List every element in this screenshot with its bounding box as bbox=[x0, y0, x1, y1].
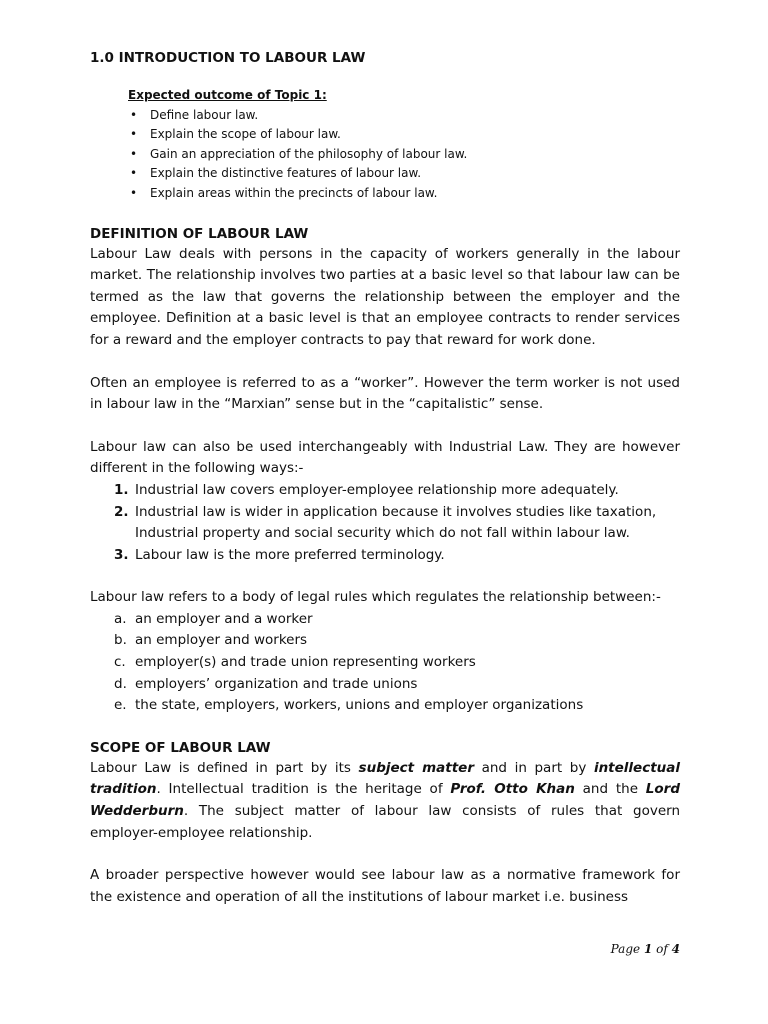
paragraph: Labour Law deals with persons in the capacity of workers generally in the labour market. The relationship involves two parties at a basic level so that labour law can be termed as the law that governs the relationship between the employer and the employee. Definition at a basic level is that an employee contracts to render services for a reward and the employer contracts to pay that reward for work done. bbox=[90, 245, 680, 348]
list-item bbox=[90, 674, 680, 696]
document-page bbox=[90, 48, 680, 908]
list-item-text: Labour law is the more preferred terminology. bbox=[135, 546, 445, 563]
section-heading-scope: SCOPE OF LABOUR LAW bbox=[90, 739, 271, 756]
expected-outcome-block bbox=[128, 86, 680, 204]
text-run: . Intellectual tradition is the heritage of bbox=[156, 781, 451, 798]
paragraph: Often an employee is referred to as a “worker”. However the term worker is not used in labour law in the “Marxian” sense but in the “capitalistic” sense. bbox=[90, 374, 680, 413]
outcome-list bbox=[128, 106, 680, 204]
text-run: . The subject matter of labour law consists of rules that govern employer-employee relationship. bbox=[90, 803, 680, 841]
footer-of-word: of bbox=[656, 942, 668, 956]
list-marker: d. bbox=[114, 675, 127, 692]
paragraph: A broader perspective however would see labour law as a normative framework for the existence and operation of all the institutions of labour market i.e. business bbox=[90, 867, 680, 905]
outcome-item: • Define labour law. bbox=[128, 106, 680, 126]
text-run: and the bbox=[574, 781, 646, 798]
list-item bbox=[90, 630, 680, 652]
list-marker: a. bbox=[114, 610, 127, 627]
page-title: 1.0 INTRODUCTION TO LABOUR LAW bbox=[90, 50, 366, 66]
list-item bbox=[90, 695, 680, 717]
list-item bbox=[90, 652, 680, 674]
paragraph bbox=[90, 758, 680, 844]
list-item-text: employer(s) and trade union representing workers bbox=[135, 654, 476, 671]
text-run: Labour Law is defined in part by its bbox=[90, 759, 359, 776]
list-item-text: employers’ organization and trade unions bbox=[135, 675, 418, 692]
list-item bbox=[90, 545, 680, 567]
section-heading-definition: DEFINITION OF LABOUR LAW bbox=[90, 225, 309, 242]
list-marker: c. bbox=[114, 654, 126, 671]
paragraph: Labour law refers to a body of legal rules which regulates the relationship between:- bbox=[90, 589, 661, 606]
list-item-text: the state, employers, workers, unions and employer organizations bbox=[135, 697, 584, 714]
footer-page-total: 4 bbox=[671, 942, 680, 956]
footer-page-num: 1 bbox=[643, 942, 653, 956]
emphasis-lord-wedderburn: Lord Wedderburn bbox=[90, 781, 680, 820]
emphasis-subject-matter: subject matter bbox=[358, 759, 474, 776]
page-number-footer bbox=[600, 942, 680, 956]
outcome-title: Expected outcome of Topic 1: bbox=[128, 88, 327, 102]
outcome-item: • Explain areas within the precincts of labour law. bbox=[128, 184, 680, 204]
footer-page-word: Page bbox=[610, 942, 641, 956]
paragraph: Labour law can also be used interchangeably with Industrial Law. They are however different in the following ways:- bbox=[90, 438, 680, 477]
list-marker: e. bbox=[114, 697, 127, 714]
list-marker: 3. bbox=[114, 546, 129, 563]
lettered-list bbox=[90, 609, 680, 717]
list-marker: 1. bbox=[114, 481, 129, 498]
emphasis-otto-khan: Prof. Otto Khan bbox=[450, 781, 575, 798]
text-run: and in part by bbox=[474, 759, 594, 776]
list-item-text: Industrial law is wider in application because it involves studies like taxation, Industrial property and social security which do not fall within labour law. bbox=[135, 503, 657, 542]
outcome-item: • Explain the distinctive features of labour law. bbox=[128, 164, 680, 184]
list-item-text: an employer and a worker bbox=[135, 610, 313, 627]
list-item-text: an employer and workers bbox=[135, 632, 308, 649]
emphasis-intellectual-tradition: intellectual tradition bbox=[90, 759, 680, 798]
list-item bbox=[90, 609, 680, 631]
list-marker: b. bbox=[114, 632, 127, 649]
list-item-text: Industrial law covers employer-employee relationship more adequately. bbox=[135, 481, 619, 498]
outcome-item: • Gain an appreciation of the philosophy of labour law. bbox=[128, 145, 680, 165]
numbered-list bbox=[90, 480, 680, 566]
outcome-item: • Explain the scope of labour law. bbox=[128, 125, 680, 145]
list-marker: 2. bbox=[114, 503, 129, 520]
list-item bbox=[90, 502, 680, 545]
list-item bbox=[90, 480, 680, 502]
